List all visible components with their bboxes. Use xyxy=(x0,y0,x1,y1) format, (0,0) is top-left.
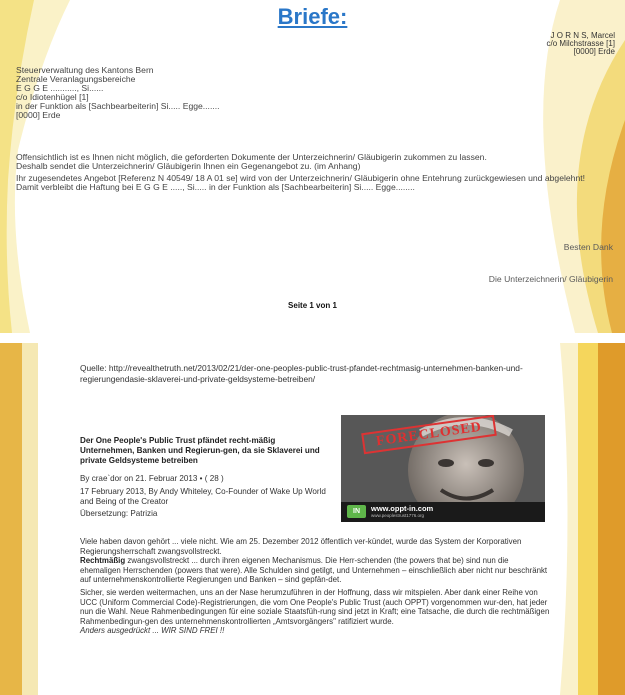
recipient-line: in der Funktion als [Sachbearbeiterin] Si..... Egge....... xyxy=(16,101,220,111)
recipient-line: Steuerverwaltung des Kantons Bern xyxy=(16,65,154,75)
page-title: Briefe: xyxy=(277,4,348,29)
sender-street: c/o Milchstrasse [1] xyxy=(546,39,615,48)
oppt-in-badge: IN xyxy=(347,505,366,518)
article-bold-term: Rechtmäßig xyxy=(80,556,126,566)
meta-line: Übersetzung: Patrizia xyxy=(80,509,158,519)
letter-paragraph: Damit verbleibt die Haftung bei E G G E ....., Si..... in der Funktion als [Sachbearbeiterin] Si..... Egge........ xyxy=(16,182,415,192)
source-link[interactable]: Quelle: http://revealthetruth.net/2013/02/21/der-one-peoples-public-trust-pfandet-rechtmasig-unternehmen-banken-und-regierungendasie-sklaverei-und-private-geldsysteme-betreiben/ xyxy=(80,363,523,385)
oppt-sub-url: www.peoplestrust1776.org xyxy=(371,513,425,518)
recipient-line: c/o Idiotenhügel [1] xyxy=(16,92,89,102)
letter-paragraph: Offensichtlich ist es Ihnen nicht möglich, die geforderten Dokumente der Unterzeichnerin/ Gläubigerin zukommen zu lassen. xyxy=(16,152,487,162)
photo-caption-bar xyxy=(341,502,545,522)
foreclosed-photo xyxy=(341,415,545,522)
signature-line: Die Unterzeichnerin/ Gläubigerin xyxy=(488,274,613,284)
article-title: Der One People's Public Trust pfändet recht-mäßig Unternehmen, Banken und Regierun-gen, da sie Sklaverei und private Geldsysteme betreiben xyxy=(80,436,320,465)
recipient-line: E G G E ..........., Si...... xyxy=(16,83,104,93)
meta-line: By crae`dor on 21. Februar 2013 • ( 28 ) xyxy=(80,474,224,483)
article-body xyxy=(80,537,550,639)
letter-paragraph: Deshalb sendet die Unterzeichnerin/ Gläubigerin Ihnen ein Gegenangebot zu. (im Anhang) xyxy=(16,161,361,171)
article-text: Viele haben davon gehört ... viele nicht. Wie am 25. Dezember 2012 öffentlich ver-kündet, wurde das System der Korporativen Regierungsherrschaft zwangsvollstreckt. xyxy=(80,537,522,556)
article-text: zwangsvollstreckt ... durch ihren eigenen Mechanismus. Die Herr-schenden (the powers that be) sind nun die ehemaligen Herrschenden (powers that were). Alle Schulden sind getilgt, und Unternehmen – einschließlich aber nicht nur beschränkt auf unternehmenskontrollierte Regierungen und Banken – sind gepfän-det. xyxy=(80,556,548,585)
page-number: Seite 1 von 1 xyxy=(288,301,337,310)
sender-city: [0000] Erde xyxy=(573,47,615,56)
article-slide xyxy=(0,343,625,695)
closing-text: Besten Dank xyxy=(563,242,613,252)
sender-address xyxy=(547,32,615,56)
letter-body xyxy=(16,153,611,195)
article-paragraph xyxy=(80,537,550,585)
recipient-address xyxy=(16,66,220,120)
recipient-line: Zentrale Veranlagungsbereiche xyxy=(16,74,136,84)
recipient-line: [0000] Erde xyxy=(16,110,61,120)
article-closing: Anders ausgedrückt ... WIR SIND FREI !! xyxy=(80,626,225,636)
letter-slide xyxy=(0,0,625,333)
meta-line: 17 February 2013, By Andy Whiteley, Co-Founder of Wake Up World and Being of the Creator xyxy=(80,486,326,506)
oppt-url: www.oppt-in.com xyxy=(371,504,434,513)
foreclosed-stamp: FORECLOSED xyxy=(361,415,497,454)
article-paragraph: Sicher, sie werden weitermachen, uns an der Nase herumzuführen in der Hoffnung, dass wir mitspielen. Aber dank einer Reihe von UCC (Uniform Commercial Code)-Registrierungen, die vom One People's Public Trust (auch OPPT) vorgenommen wur-den, hat jeder nun die Wahl. Neue Rahmenbedingungen für eine soziale Staatsfüh-rung sind jetzt in Kraft; eine Tatsache, die durch die rechtmäßigen Rahmenbedingun-gen des unternehmenskontrollierten „Amtsvorgängers" ratifiziert wurde. xyxy=(80,587,550,626)
sender-name: J O R N S, Marcel xyxy=(550,31,615,40)
letter-paragraph: Ihr zugesendetes Angebot [Referenz N 40549/ 18 A 01 se] wird von der Unterzeichnerin/ Gläubigerin ohne Entehrung zurückgewiesen und abgelehnt! xyxy=(16,173,585,183)
article-meta xyxy=(80,474,330,522)
